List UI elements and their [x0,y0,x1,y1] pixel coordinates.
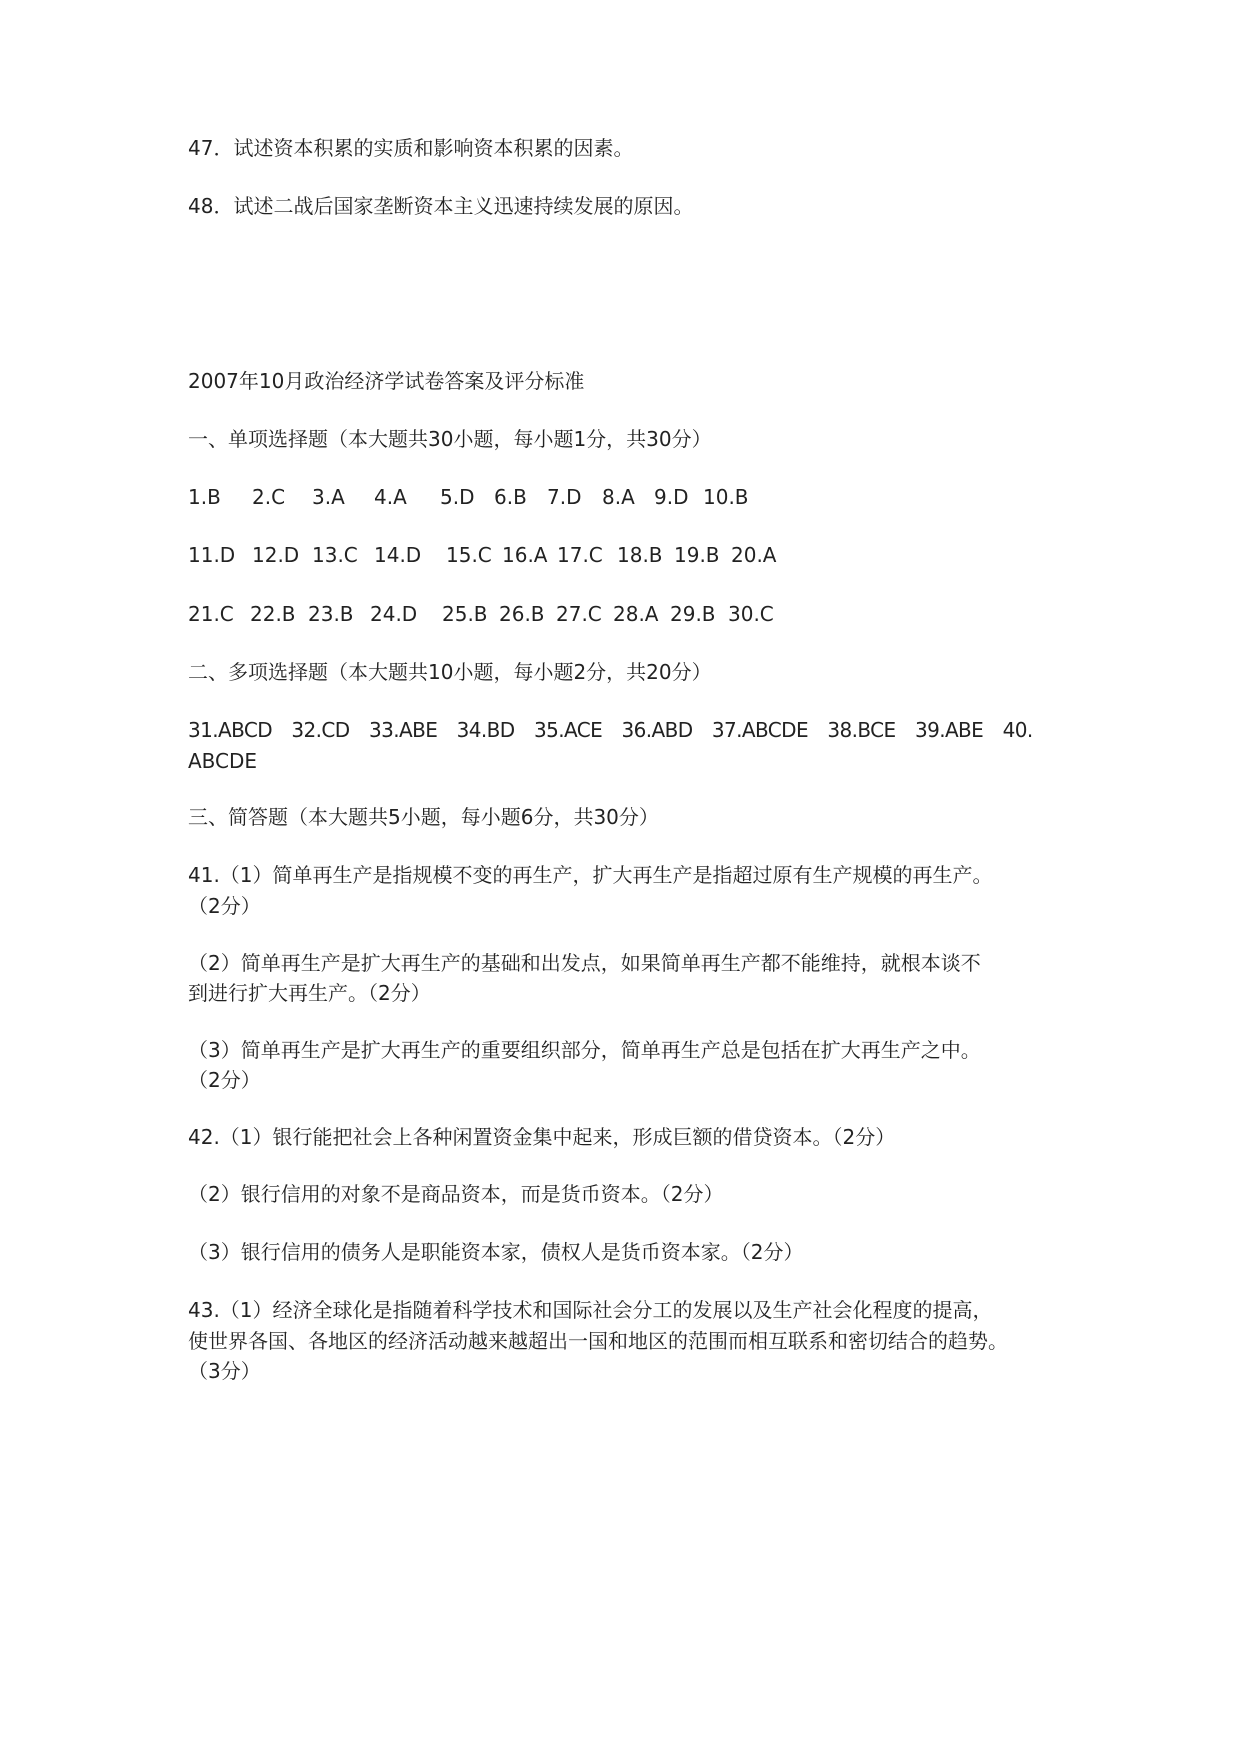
section2-answers-line1: 31.ABCD 32.CD 33.ABE 34.BD 35.ACE 36.ABD 37.ABCDE 38.BCE 39.ABE 40. [188,718,1033,742]
answer-item: 25.B [442,602,488,626]
q42-p2: （2）银行信用的对象不是商品资本，而是货币资本。（2分） [188,1182,724,1206]
answer-item: 19.B [674,543,720,567]
answer-item: 28.A [613,602,659,626]
answer-item: 30.C [728,602,774,626]
answer-item: 2.C [252,485,286,509]
question-48: 48．试述二战后国家垄断资本主义迅速持续发展的原因。 [188,194,694,218]
answer-item: 17.C [557,543,603,567]
answer-item: 15.C [446,543,492,567]
answer-item: 20.A [731,543,777,567]
section2-heading: 二、多项选择题（本大题共10小题，每小题2分，共20分） [188,660,712,684]
answer-item: 29.B [670,602,716,626]
q42-p1: 42.（1）银行能把社会上各种闲置资金集中起来，形成巨额的借贷资本。（2分） [188,1125,896,1149]
answer-item: 27.C [556,602,602,626]
answer-item: 22.B [250,602,296,626]
answer-item: 13.C [312,543,358,567]
q41-p3-line2: （2分） [188,1068,261,1092]
answer-item: 12.D [252,543,300,567]
answer-item: 26.B [499,602,545,626]
q43-line2: 使世界各国、各地区的经济活动越来越超出一国和地区的范围而相互联系和密切结合的趋势。 [188,1329,1008,1353]
section3-heading: 三、简答题（本大题共5小题，每小题6分，共30分） [188,805,659,829]
answer-item: 5.D [440,485,475,509]
answer-item: 1.B [188,485,221,509]
answer-item: 10.B [703,485,749,509]
answer-item: 11.D [188,543,236,567]
section2-answers-line2: ABCDE [188,749,258,773]
q41-p1-line2: （2分） [188,894,261,918]
answer-item: 16.A [502,543,548,567]
q41-p2-line2: 到进行扩大再生产。（2分） [188,981,431,1005]
answer-item: 6.B [494,485,527,509]
q41-p2-line1: （2）简单再生产是扩大再生产的基础和出发点，如果简单再生产都不能维持，就根本谈不 [188,951,981,975]
answer-item: 18.B [617,543,663,567]
answer-item: 3.A [312,485,345,509]
answer-item: 23.B [308,602,354,626]
answer-item: 7.D [547,485,582,509]
q43-line1: 43.（1）经济全球化是指随着科学技术和国际社会分工的发展以及生产社会化程度的提高， [188,1298,993,1322]
answer-item: 4.A [374,485,407,509]
q41-p3-line1: （3）简单再生产是扩大再生产的重要组织部分，简单再生产总是包括在扩大再生产之中。 [188,1038,981,1062]
q42-p3: （3）银行信用的债务人是职能资本家，债权人是货币资本家。（2分） [188,1240,804,1264]
question-47: 47．试述资本积累的实质和影响资本积累的因素。 [188,136,634,160]
answer-title: 2007年10月政治经济学试卷答案及评分标准 [188,369,585,393]
section1-heading: 一、单项选择题（本大题共30小题，每小题1分，共30分） [188,427,712,451]
answer-item: 9.D [654,485,689,509]
answer-item: 14.D [374,543,422,567]
q41-p1-line1: 41.（1）简单再生产是指规模不变的再生产，扩大再生产是指超过原有生产规模的再生产。 [188,863,993,887]
q43-line3: （3分） [188,1359,261,1383]
answer-item: 24.D [370,602,418,626]
answer-item: 21.C [188,602,234,626]
answer-item: 8.A [602,485,635,509]
